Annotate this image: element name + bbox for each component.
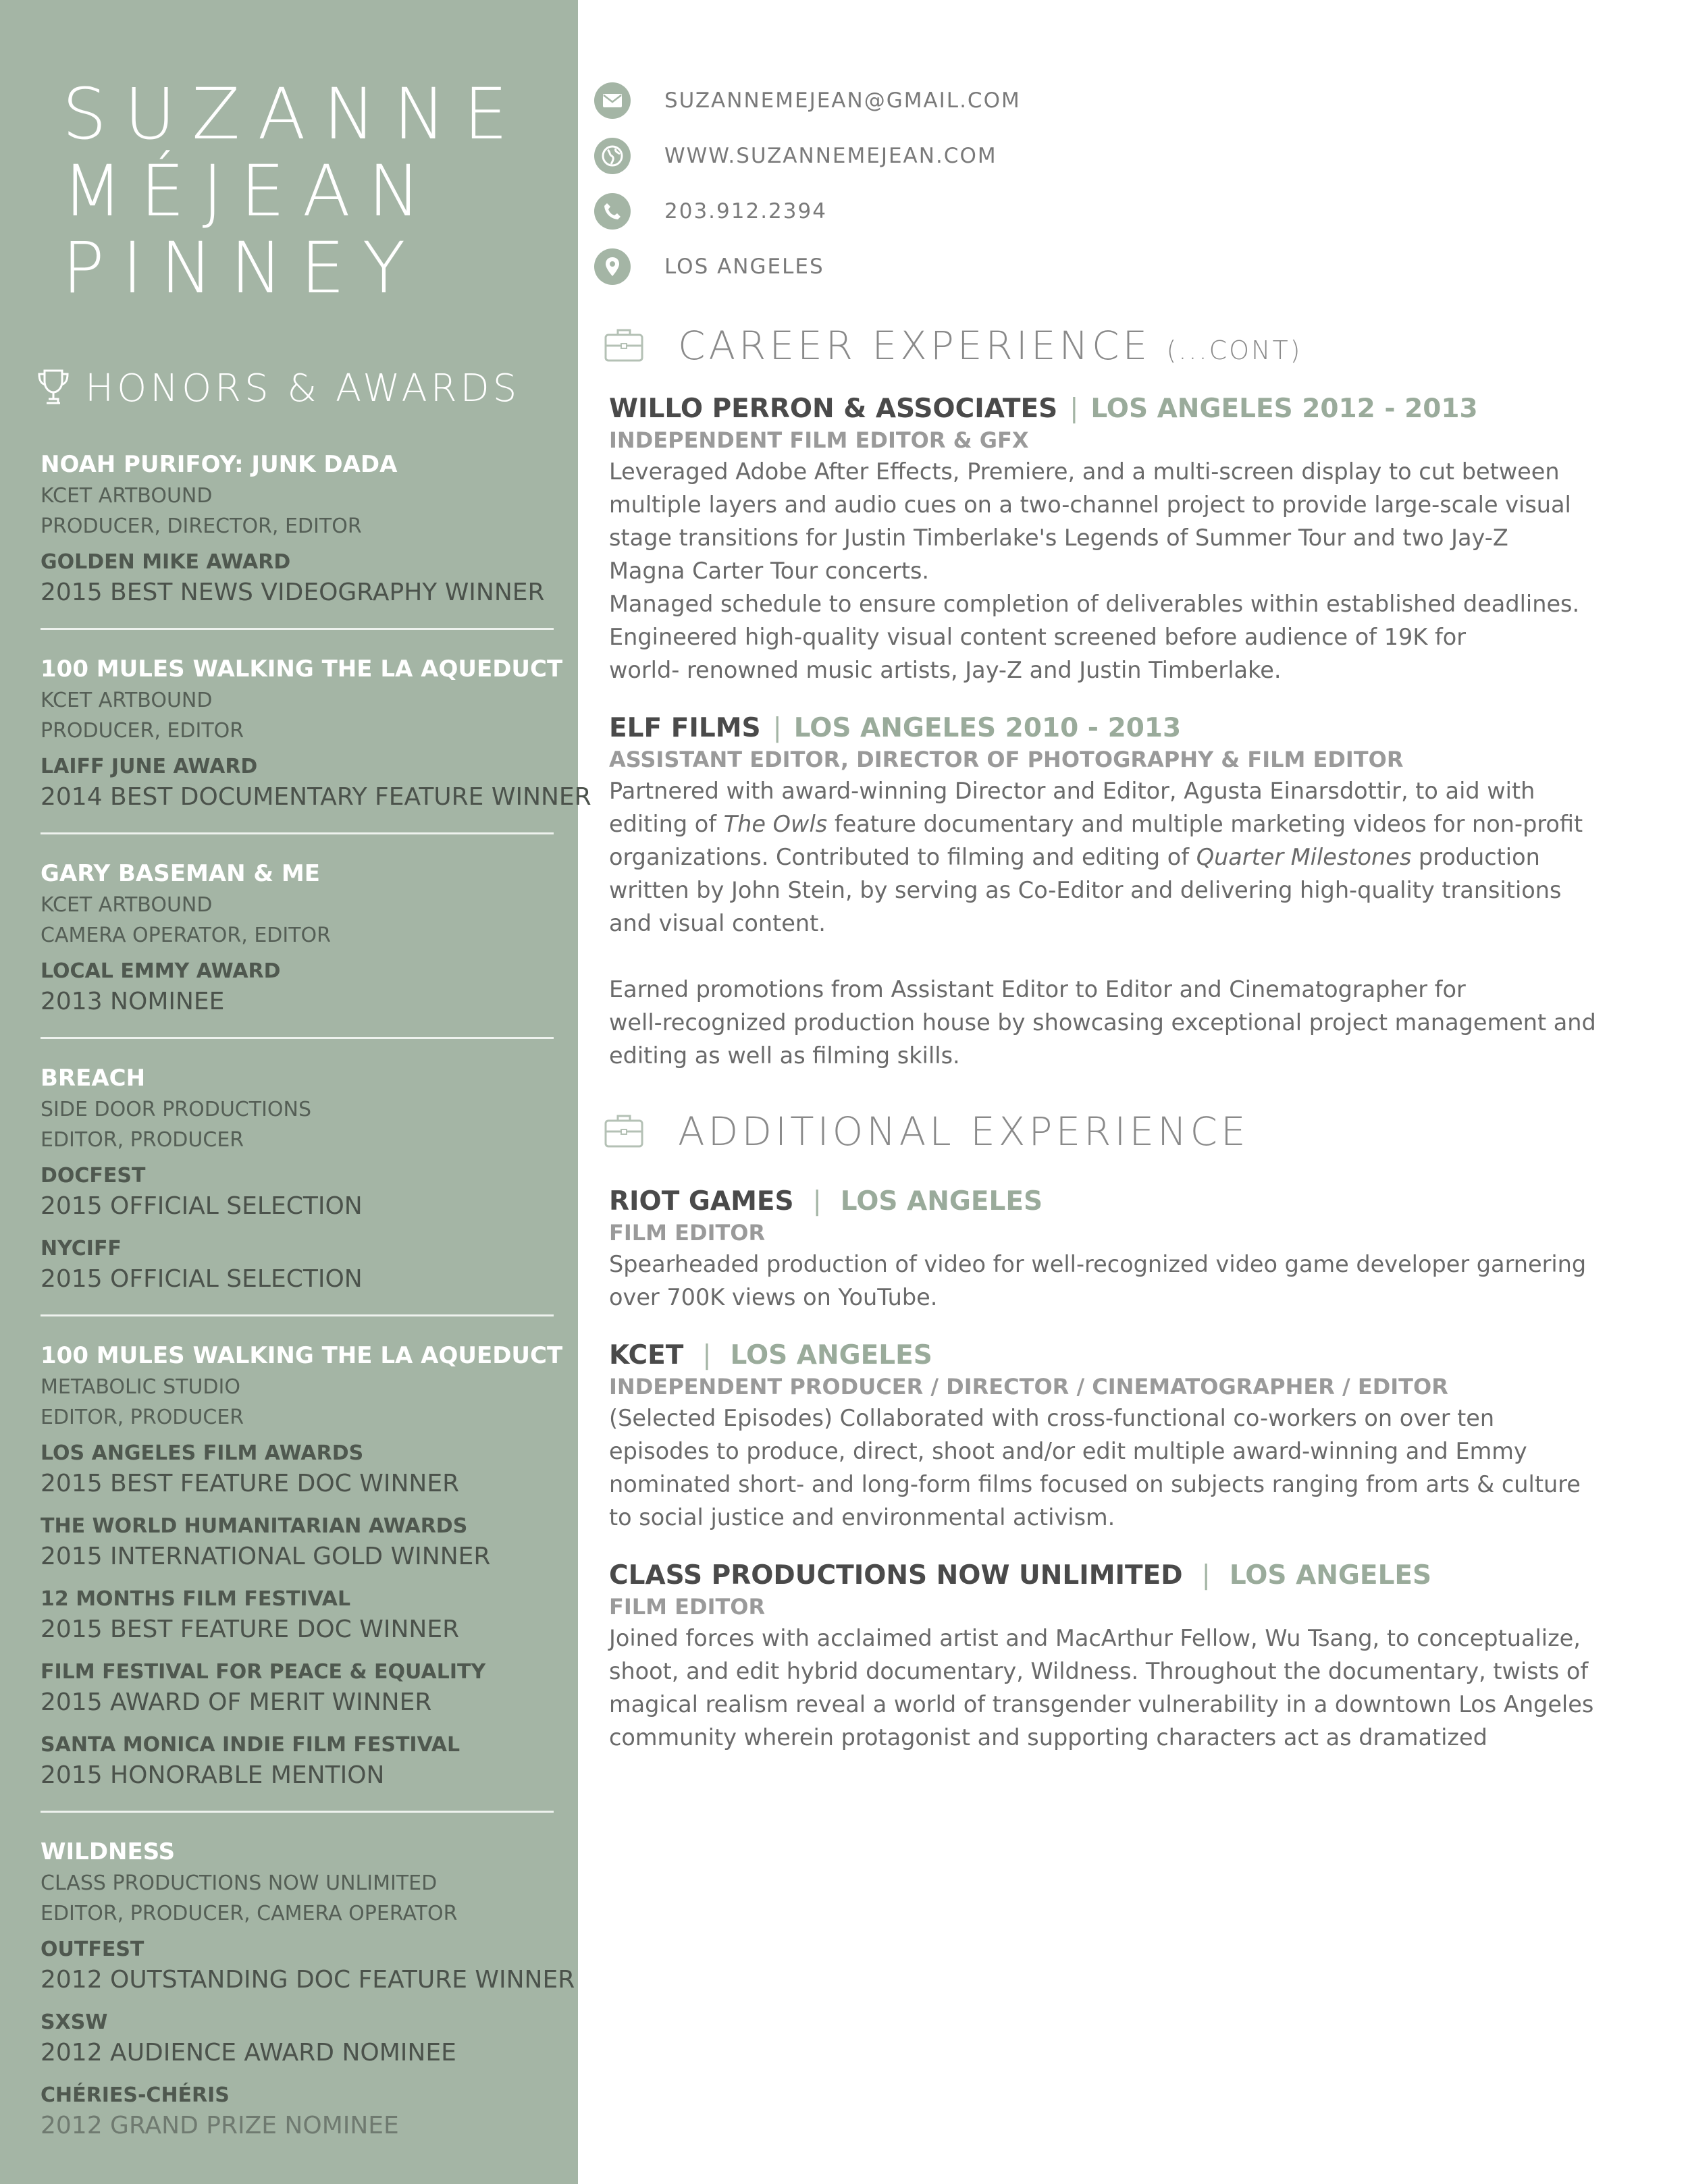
job-desc-line: Managed schedule to ensure completion of deliverables within established deadlines. <box>609 591 1580 617</box>
briefcase-icon <box>604 1111 644 1152</box>
sidebar <box>0 0 591 2184</box>
job-separator: | <box>1070 394 1079 424</box>
contact-phone[interactable] <box>594 184 1021 239</box>
award-item <box>41 1439 554 1500</box>
award-item <box>41 2081 554 2142</box>
award-name: GOLDEN MIKE AWARD <box>41 550 291 574</box>
award-result: 2012 GRAND PRIZE NOMINEE <box>41 2112 399 2139</box>
award-name: SANTA MONICA INDIE FILM FESTIVAL <box>41 1733 460 1757</box>
job-entry <box>609 712 1608 1072</box>
film-title: The Owls <box>723 811 828 837</box>
award-group <box>41 857 554 1039</box>
award-result: 2015 OFFICIAL SELECTION <box>41 1192 363 1220</box>
contact-location-text: LOS ANGELES <box>664 255 824 279</box>
award-item <box>41 1731 554 1792</box>
job-role: FILM EDITOR <box>609 1594 766 1620</box>
job-location: LOS ANGELES 2010 - 2013 <box>793 713 1182 743</box>
job-header <box>609 712 1608 745</box>
job-desc-line <box>609 807 1608 841</box>
job-header <box>609 393 1608 425</box>
name-heading <box>62 73 526 309</box>
additional-section-title: ADDITIONAL EXPERIENCE <box>678 1109 1249 1154</box>
job-desc-line: Spearheaded production of video for well-recognized video game developer garnering <box>609 1251 1587 1277</box>
job-location: LOS ANGELES 2012 - 2013 <box>1090 394 1478 424</box>
award-result: 2015 BEST FEATURE DOC WINNER <box>41 1470 460 1497</box>
award-name: THE WORLD HUMANITARIAN AWARDS <box>41 1514 468 1538</box>
awards-list <box>41 448 591 2161</box>
award-group <box>41 1062 554 1316</box>
globe-icon <box>594 138 631 174</box>
award-group <box>41 653 591 834</box>
award-result: 2015 HONORABLE MENTION <box>41 1761 385 1789</box>
award-group <box>41 1836 575 2161</box>
award-name: 12 MONTHS FILM FESTIVAL <box>41 1587 351 1611</box>
project-title: BREACH <box>41 1065 146 1092</box>
job-employer: ELF FILMS <box>609 713 761 743</box>
career-section-title <box>678 323 1302 369</box>
award-item <box>41 753 591 814</box>
project-role: PRODUCER, EDITOR <box>41 719 244 743</box>
award-name: LOS ANGELES FILM AWARDS <box>41 1441 364 1465</box>
job-desc-line: multiple layers and audio cues on a two-channel project to provide large-scale visual <box>609 491 1571 518</box>
job-role: FILM EDITOR <box>609 1220 766 1246</box>
award-name: NYCIFF <box>41 1237 122 1260</box>
text-span: production <box>1411 844 1540 870</box>
job-separator: | <box>702 1340 712 1370</box>
job-employer: RIOT GAMES <box>609 1186 794 1217</box>
job-desc-line: Joined forces with acclaimed artist and MacArthur Fellow, Wu Tsang, to conceptualize, <box>609 1625 1581 1651</box>
text-span: editing of <box>609 811 724 837</box>
award-group <box>41 448 554 630</box>
contact-list <box>594 73 1021 294</box>
project-company: METABOLIC STUDIO <box>41 1375 240 1399</box>
project-role: CAMERA OPERATOR, EDITOR <box>41 924 332 947</box>
project-company: KCET ARTBOUND <box>41 689 213 712</box>
job-employer: KCET <box>609 1340 684 1370</box>
job-separator: | <box>772 713 782 743</box>
text-span: organizations. Contributed to filming and editing of <box>609 844 1196 870</box>
award-result: 2012 OUTSTANDING DOC FEATURE WINNER <box>41 1966 575 1994</box>
project-company: CLASS PRODUCTIONS NOW UNLIMITED <box>41 1871 438 1895</box>
job-desc-line: Partnered with award-winning Director and Editor, Agusta Einarsdottir, to aid with <box>609 778 1535 804</box>
job-desc-line: (Selected Episodes) Collaborated with cross-functional co-workers on over ten <box>609 1405 1495 1431</box>
job-header <box>609 1560 1608 1592</box>
project-title: GARY BASEMAN & ME <box>41 860 320 887</box>
job-desc-line: episodes to produce, direct, shoot and/or edit multiple award-winning and Emmy <box>609 1438 1527 1464</box>
project-company: SIDE DOOR PRODUCTIONS <box>41 1098 312 1121</box>
contact-website-text: WWW.SUZANNEMEJEAN.COM <box>664 144 997 168</box>
job-role: INDEPENDENT FILM EDITOR & GFX <box>609 427 1029 453</box>
honors-header <box>36 365 520 412</box>
job-desc-line: Leveraged Adobe After Effects, Premiere, and a multi-screen display to cut between <box>609 458 1560 485</box>
project-role: EDITOR, PRODUCER <box>41 1406 244 1429</box>
job-desc-line: over 700K views on YouTube. <box>609 1284 938 1310</box>
map-pin-icon <box>594 248 631 285</box>
job-entry <box>609 1560 1608 1754</box>
award-result: 2015 AWARD OF MERIT WINNER <box>41 1688 432 1716</box>
job-desc-line: well-recognized production house by showcasing exceptional project management and <box>609 1009 1596 1036</box>
briefcase-icon <box>604 325 644 366</box>
project-role: PRODUCER, DIRECTOR, EDITOR <box>41 514 362 538</box>
name-line: MÉJEAN <box>62 150 438 232</box>
project-title: 100 MULES WALKING THE LA AQUEDUCT <box>41 1342 563 1369</box>
additional-jobs <box>609 1186 1608 1780</box>
job-desc-line <box>609 841 1608 874</box>
project-company: KCET ARTBOUND <box>41 893 213 917</box>
trophy-icon <box>36 368 70 408</box>
award-name: LAIFF JUNE AWARD <box>41 755 258 778</box>
award-item <box>41 1585 554 1646</box>
job-desc-line: Engineered high-quality visual content screened before audience of 19K for <box>609 624 1467 650</box>
job-desc-line: shoot, and edit hybrid documentary, Wildness. Throughout the documentary, twists of <box>609 1658 1589 1684</box>
award-item <box>41 1512 554 1573</box>
job-separator: | <box>812 1186 822 1217</box>
award-item <box>41 957 554 1018</box>
award-item <box>41 548 554 609</box>
award-name: SXSW <box>41 2010 108 2034</box>
award-result: 2015 OFFICIAL SELECTION <box>41 1265 363 1293</box>
job-employer: CLASS PRODUCTIONS NOW UNLIMITED <box>609 1560 1183 1591</box>
job-role: ASSISTANT EDITOR, DIRECTOR OF PHOTOGRAPHY & FILM EDITOR <box>609 747 1404 772</box>
award-item <box>41 2008 554 2069</box>
job-entry <box>609 1339 1608 1534</box>
envelope-icon <box>594 82 631 119</box>
project-role: EDITOR, PRODUCER <box>41 1128 244 1152</box>
job-location: LOS ANGELES <box>1229 1560 1432 1591</box>
job-desc-line: world- renowned music artists, Jay-Z and Justin Timberlake. <box>609 657 1282 683</box>
name-line: PINNEY <box>62 227 423 309</box>
contact-website[interactable] <box>594 128 1021 184</box>
project-title: 100 MULES WALKING THE LA AQUEDUCT <box>41 656 563 683</box>
award-item <box>41 1162 554 1223</box>
contact-phone-text: 203.912.2394 <box>664 199 827 223</box>
job-desc-line: Magna Carter Tour concerts. <box>609 558 930 584</box>
job-desc-line: stage transitions for Justin Timberlake's Legends of Summer Tour and two Jay-Z <box>609 525 1508 551</box>
job-header <box>609 1186 1608 1218</box>
job-desc-line: nominated short- and long-form films focused on subjects ranging from arts & culture <box>609 1471 1581 1497</box>
project-role: EDITOR, PRODUCER, CAMERA OPERATOR <box>41 1902 458 1925</box>
phone-icon <box>594 193 631 230</box>
award-result: 2013 NOMINEE <box>41 988 225 1015</box>
career-title-text: CAREER EXPERIENCE <box>678 323 1151 369</box>
project-title: WILDNESS <box>41 1838 176 1865</box>
award-name: CHÉRIES-CHÉRIS <box>41 2083 230 2107</box>
job-desc-line: written by John Stein, by serving as Co-Editor and delivering high-quality transitions <box>609 877 1562 903</box>
job-location: LOS ANGELES <box>840 1186 1043 1217</box>
award-result: 2014 BEST DOCUMENTARY FEATURE WINNER <box>41 783 591 811</box>
award-item <box>41 1936 575 1996</box>
job-entry <box>609 393 1608 687</box>
job-desc-line: community wherein protagonist and supporting characters act as dramatized <box>609 1724 1487 1751</box>
award-name: OUTFEST <box>41 1938 144 1961</box>
job-desc-line: magical realism reveal a world of transgender vulnerability in a downtown Los Angeles <box>609 1691 1594 1717</box>
paragraph-gap <box>609 940 1608 973</box>
award-name: LOCAL EMMY AWARD <box>41 959 281 983</box>
job-entry <box>609 1186 1608 1314</box>
career-title-cont: (...CONT) <box>1166 336 1302 365</box>
job-role: INDEPENDENT PRODUCER / DIRECTOR / CINEMATOGRAPHER / EDITOR <box>609 1374 1448 1400</box>
contact-location <box>594 239 1021 294</box>
contact-email[interactable] <box>594 73 1021 128</box>
award-group <box>41 1339 563 1813</box>
job-desc-line: editing as well as filming skills. <box>609 1042 960 1069</box>
project-company: KCET ARTBOUND <box>41 484 213 508</box>
award-item <box>41 1658 554 1719</box>
career-section-header <box>604 323 1302 369</box>
job-desc-line: and visual content. <box>609 910 826 936</box>
job-desc-line: to social justice and environmental activism. <box>609 1504 1115 1530</box>
name-line: SUZANNE <box>62 73 526 155</box>
film-title: Quarter Milestones <box>1196 844 1412 870</box>
award-name: DOCFEST <box>41 1164 146 1188</box>
award-result: 2015 BEST FEATURE DOC WINNER <box>41 1616 460 1643</box>
job-location: LOS ANGELES <box>730 1340 932 1370</box>
award-item <box>41 1235 554 1296</box>
award-result: 2015 BEST NEWS VIDEOGRAPHY WINNER <box>41 579 545 606</box>
project-title: NOAH PURIFOY: JUNK DADA <box>41 451 398 478</box>
job-employer: WILLO PERRON & ASSOCIATES <box>609 394 1058 424</box>
job-header <box>609 1339 1608 1372</box>
contact-email-text: SUZANNEMEJEAN@GMAIL.COM <box>664 88 1021 113</box>
additional-section-header <box>604 1109 1249 1154</box>
award-result: 2015 INTERNATIONAL GOLD WINNER <box>41 1543 491 1570</box>
text-span: feature documentary and multiple marketing videos for non-profit <box>827 811 1583 837</box>
job-desc-line: Earned promotions from Assistant Editor to Editor and Cinematographer for <box>609 976 1466 1003</box>
award-name: FILM FESTIVAL FOR PEACE & EQUALITY <box>41 1660 486 1684</box>
career-jobs <box>609 393 1608 1098</box>
job-separator: | <box>1201 1560 1211 1591</box>
honors-title: HONORS & AWARDS <box>85 366 521 410</box>
award-result: 2012 AUDIENCE AWARD NOMINEE <box>41 2039 456 2067</box>
